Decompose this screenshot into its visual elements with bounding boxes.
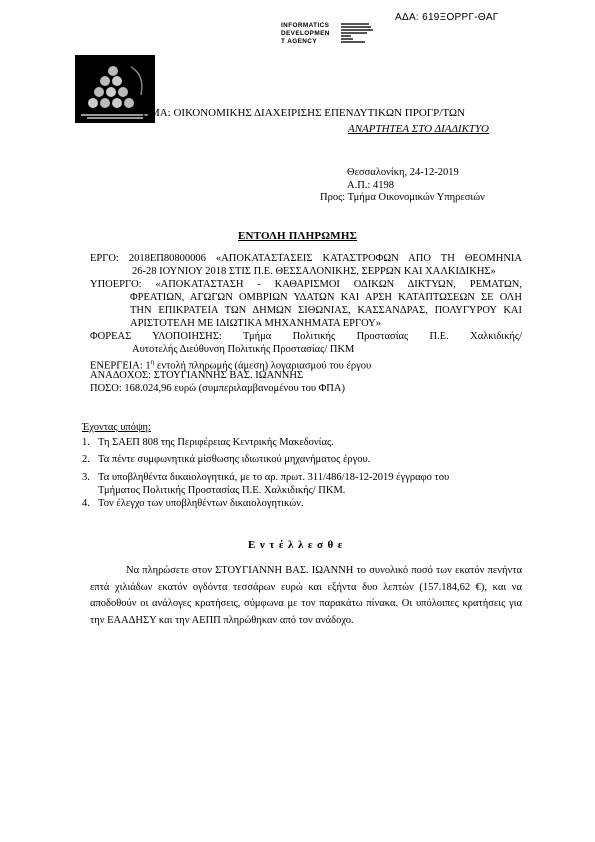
subproject-field: ΥΠΟΕΡΓΟ: «ΑΠΟΚΑΤΑΣΤΑΣΗ - ΚΑΘΑΡΙΣΜΟΙ ΟΔΙΚΩΝ ΔΙΚΤΥΩΝ, ΡΕΜΑΤΩΝ, ΦΡΕΑΤΙΩΝ, ΑΓΩΓΩΝ ΟΜΒΡΙΩΝ ΥΔΑΤΩΝ ΚΑΙ ΑΡΣΗ ΚΑΤΑΠΤΩΣΕΩΝ ΣΕ ΟΛΗ ΤΗΝ ΕΠΙΚΡΑΤΕΙΑ ΤΩΝ ΔΗΜΩΝ ΣΙΘΩΝΙΑΣ, ΚΑΣΣΑΝΔΡΑΣ, ΠΟΛΥΓΥΡΟΥ ΚΑΙ ΑΡΙΣΤΟΤΕΛΗ ΜΕ ΙΔΙΩΤΙΚΑ ΜΗΧΑΝΗΜΑΤΑ ΕΡΓΟΥ» [90,279,522,329]
order-body: Να πληρώσετε στον ΣΤΟΥΓΙΑΝΝΗ ΒΑΣ. ΙΩΑΝΝΗ το συνολικό ποσό των εκατόν πενήντα επτά χιλιάδων εκατόν ογδόντα τεσσάρων ευρώ και εξήντα δυο λεπτών (157.184,62 €), και να αποδοθούν οι ανάλογες κρατήσεις, σύμφωνα με τον παρακάτω πίνακα. Οι υπόλοιπες κρατήσεις για την ΕΑΑΔΗΣΥ και την ΑΕΠΠ πληρώθηκαν από τον ανάδοχο. [90,565,522,626]
contractor-field: ΑΝΑΔΟΧΟΣ: ΣΤΟΥΓΙΑΝΝΗΣ ΒΑΣ. ΙΩΑΝΝΗΣ [90,370,304,381]
list-item: 3. Τα υποβληθέντα δικαιολογητικά, με το αρ. πρωτ. 311/486/18-12-2019 έγγραφο του Τμήματος Πολιτικής Προστασίας Π.Ε. Χαλκιδικής/ ΠΚΜ. [82,472,450,496]
department-line: ΗΜΑ: ΟΙΚΟΝΟΜΙΚΗΣ ΔΙΑΧΕΙΡΙΣΗΣ ΕΠΕΝΔΥΤΙΚΩΝ ΠΡΟΓΡ/ΤΩΝ [142,107,465,119]
recipient: Προς: Τμήμα Οικονομικών Υπηρεσιών [320,192,485,203]
list-item: 4. Τον έλεγχο των υποβληθέντων δικαιολογητικών. [82,498,304,509]
protocol-number: Α.Π.: 4198 [347,180,394,191]
ada-code: ΑΔΑ: 619ΞΟΡΡΓ-ΘΑΓ [395,12,499,23]
document-date: Θεσσαλονίκη, 24-12-2019 [347,167,459,178]
considering-heading: Έχοντας υπόψη: [82,422,151,433]
list-item: 1. Τη ΣΑΕΠ 808 της Περιφέρειας Κεντρικής Μακεδονίας. [82,437,334,448]
list-item: 2. Τα πέντε συμφωνητικά μίσθωσης ιδιωτικού μηχανήματος έργου. [82,454,371,465]
project-field: ΕΡΓΟ: 2018ΕΠ80800006 «ΑΠΟΚΑΤΑΣΤΑΣΕΙΣ ΚΑΤΑΣΤΡΟΦΩΝ ΑΠΟ ΤΗ ΘΕΟΜΗΝΙΑ 26-28 ΙΟΥΝΙΟΥ 2018 ΣΤΙΣ Π.Ε. ΘΕΣΣΑΛΟΝΙΚΗΣ, ΣΕΡΡΩΝ ΚΑΙ ΧΑΛΚΙΔΙΚΗΣ» [90,253,522,277]
agency-field: ΦΟΡΕΑΣ ΥΛΟΠΟΙΗΣΗΣ: Τμήμα Πολιτικής Προστασίας Π.Ε. Χαλκιδικής/ Αυτοτελής Διεύθυνση Πολιτικής Προστασίας/ ΠΚΜ [90,331,522,355]
amount-field: ΠΟΣΟ: 168.024,96 ευρώ (συμπεριλαμβανομένου του ΦΠΑ) [90,383,345,394]
publish-note: ΑΝΑΡΤΗΤΕΑ ΣΤΟ ΔΙΑΔΙΚΤΥΟ [348,123,489,135]
ida-logo-text: INFORMATICS DEVELOPMEN T AGENCY [281,22,330,45]
action-field: ΕΝΕΡΓΕΙΑ: $1^\eta$ εντολή πληρωμής (άμεση) λογαριασμού του έργου [90,358,372,372]
order-heading: Εντέλλεσθε [248,539,347,551]
date-protocol-block [347,166,459,192]
ida-logo-smallprint [341,22,373,44]
document-title: ΕΝΤΟΛΗ ΠΛΗΡΩΜΗΣ [237,230,357,242]
